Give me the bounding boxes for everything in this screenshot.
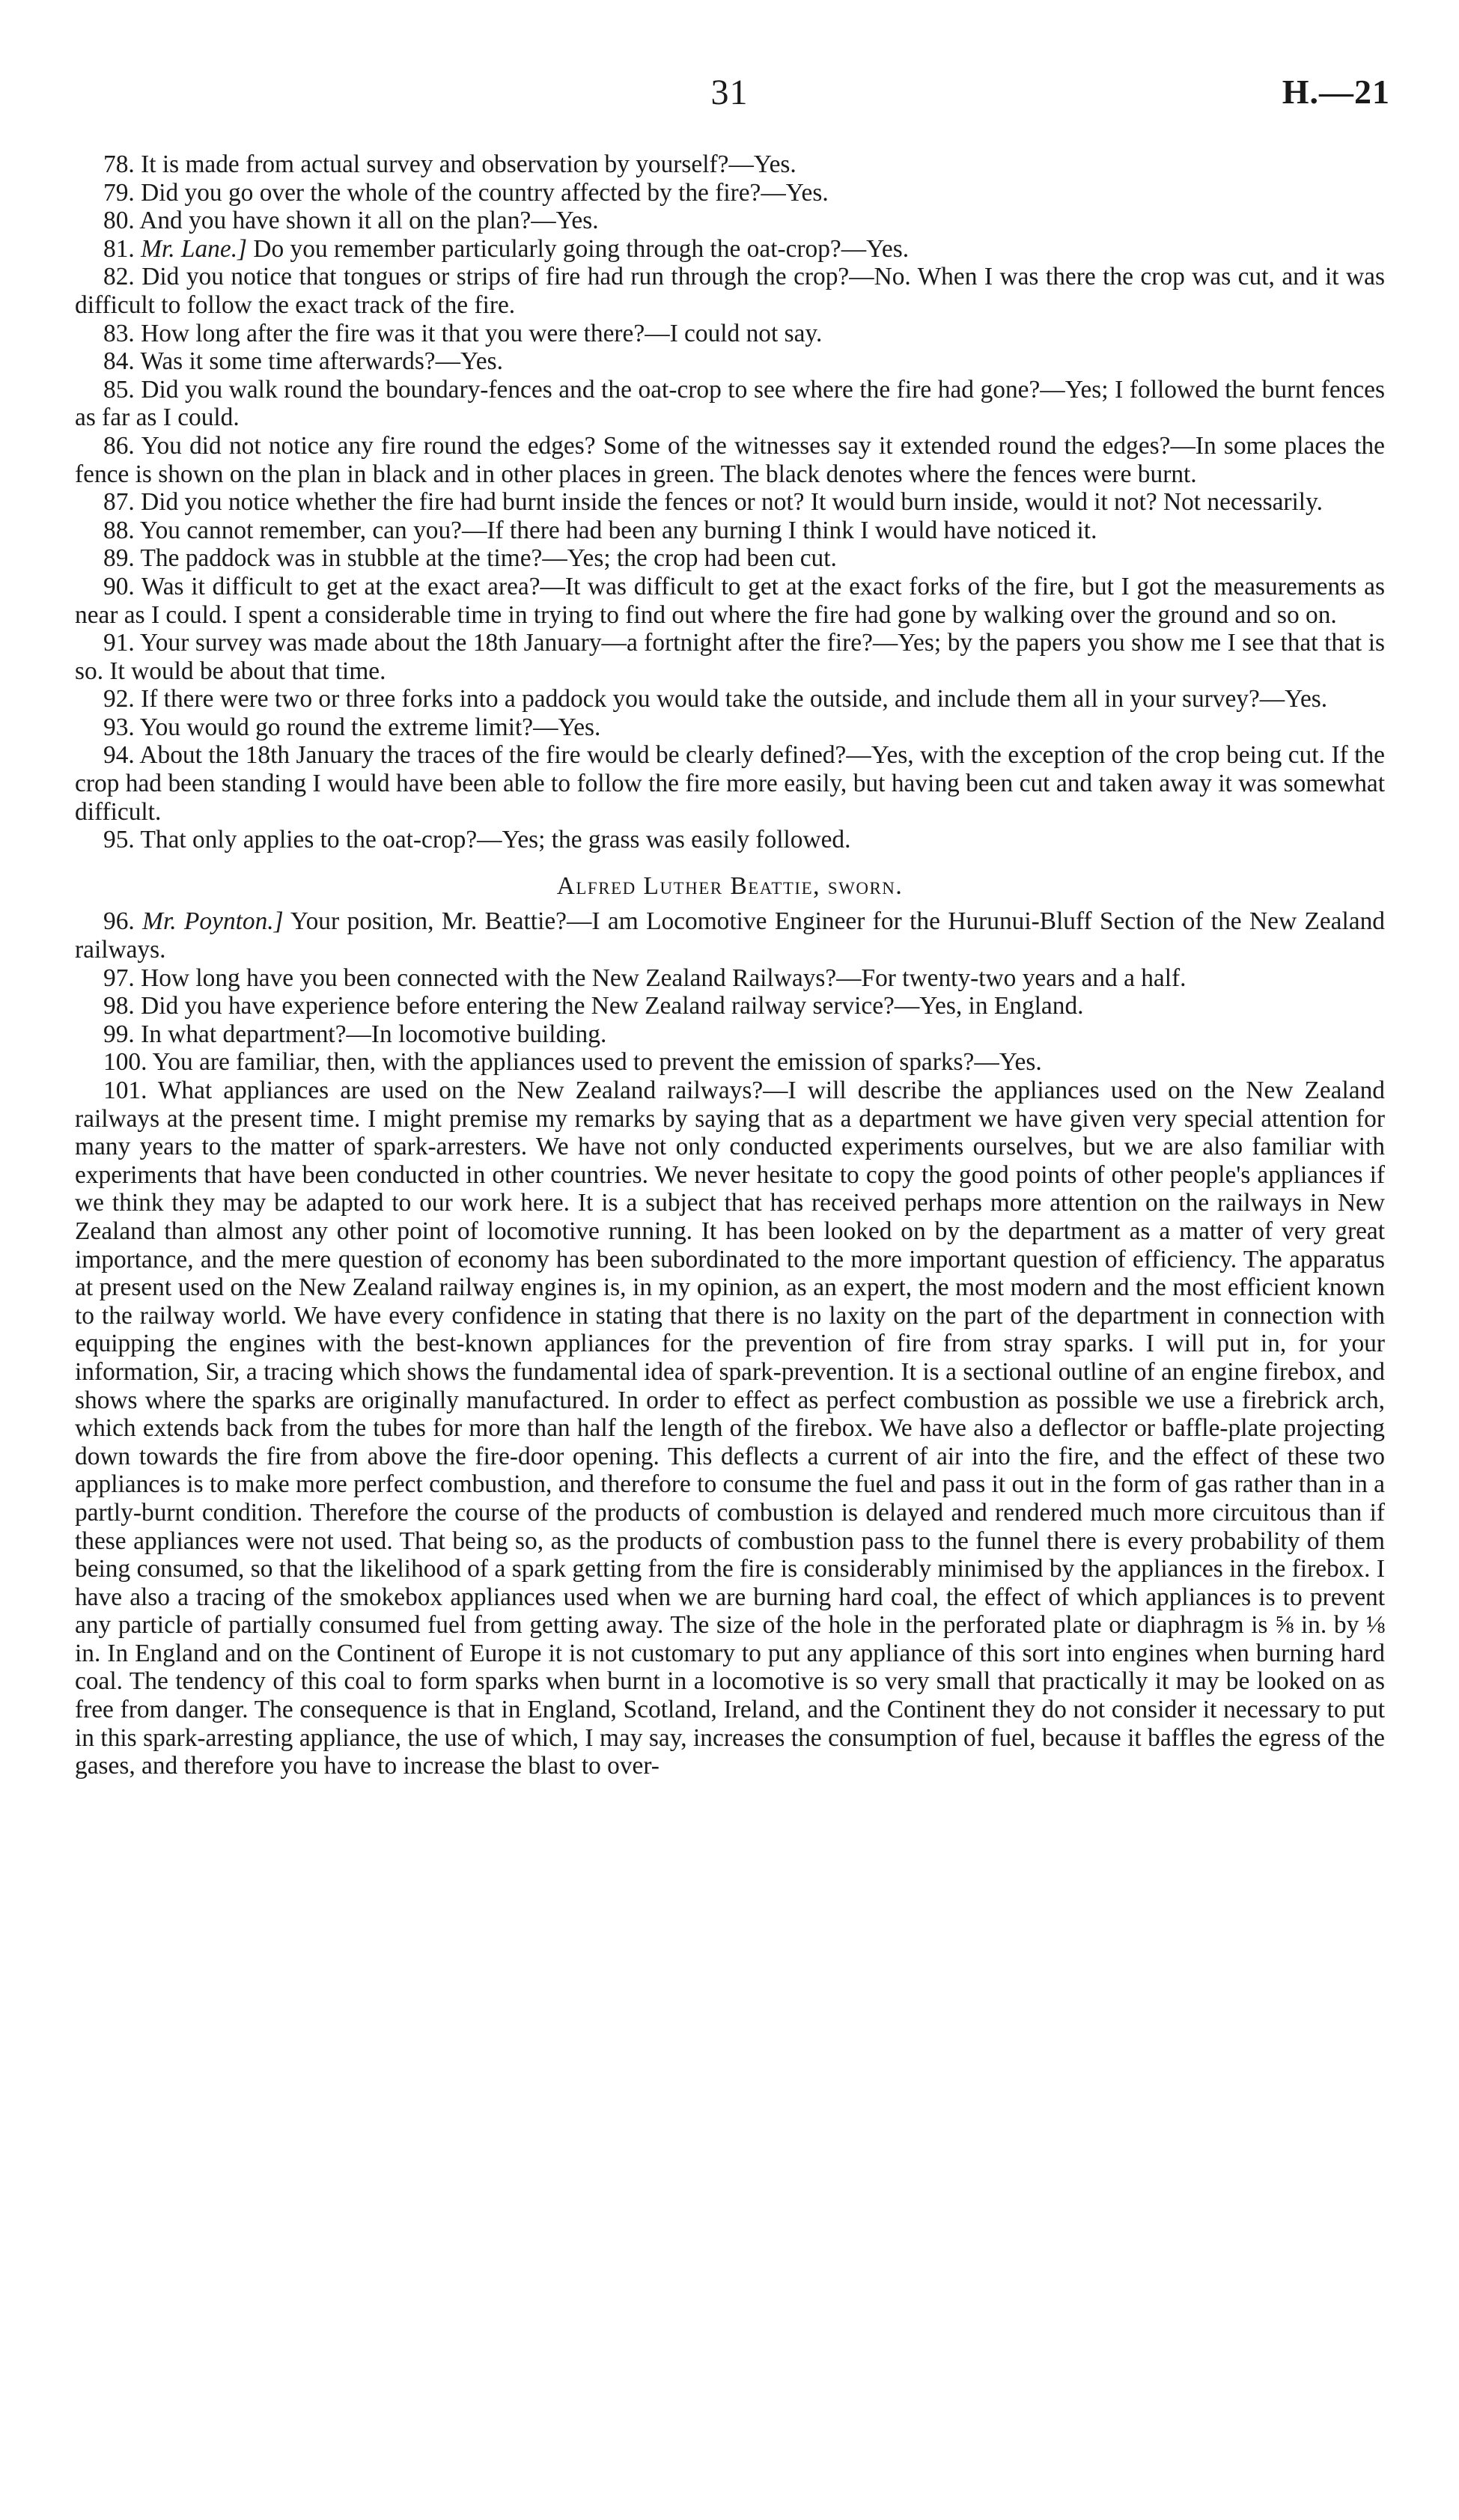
question-83: 83. How long after the fire was it that you were there?—I could not say. [103, 319, 823, 347]
question-number: 81. [103, 234, 135, 263]
question-89: 89. The paddock was in stubble at the time?—Yes; the crop had been cut. [103, 544, 837, 573]
question-94: 94. About the 18th January the traces of the fire would be clearly defined?—Yes, with the exception of the crop being cut. If the crop had been standing I would have been able to follow the fire more easily, but having been cut and taken away it was somewhat difficult. [75, 741, 1385, 826]
question-98: 98. Did you have experience before entering the New Zealand railway service?—Yes, in England. [103, 992, 1084, 1020]
question-text: Do you remember particularly going through the oat-crop?—Yes. [247, 234, 910, 263]
question-97: 97. How long have you been connected with the New Zealand Railways?—For twenty-two years and a half. [103, 964, 1187, 992]
question-99: 99. In what department?—In locomotive building. [103, 1020, 607, 1048]
question-93: 93. You would go round the extreme limit?—Yes. [103, 713, 601, 741]
question-78: 78. It is made from actual survey and observation by yourself?—Yes. [103, 150, 796, 178]
question-87: 87. Did you notice whether the fire had burnt inside the fences or not? It would burn inside, would it not? Not necessarily. [103, 488, 1323, 517]
question-100: 100. You are familiar, then, with the appliances used to prevent the emission of sparks?—Yes. [103, 1048, 1042, 1077]
question-96 [75, 907, 1385, 964]
question-82: 82. Did you notice that tongues or strips of fire had run through the crop?—No. When I was there the crop was cut, and it was difficult to follow the exact track of the fire. [75, 263, 1385, 319]
question-81 [75, 235, 1385, 264]
question-number: 96. [103, 907, 135, 936]
question-95: 95. That only applies to the oat-crop?—Yes; the grass was easily followed. [103, 826, 851, 854]
question-79: 79. Did you go over the whole of the country affected by the fire?—Yes. [103, 178, 829, 207]
question-91: 91. Your survey was made about the 18th January—a fortnight after the fire?—Yes; by the papers you show me I see that that is so. It would be about that time. [75, 629, 1385, 685]
question-85: 85. Did you walk round the boundary-fences and the oat-crop to see where the fire had gone?—Yes; I followed the burnt fences as far as I could. [75, 375, 1385, 432]
question-101: 101. What appliances are used on the New Zealand railways?—I will describe the appliances used on the New Zealand railways at the present time. I might premise my remarks by saying that as a department we have given very special attention for many years to the matter of spark-arresters. We have not only conducted experiments ourselves, but we are also familiar with experiments that have been conducted in other countries. We never hesitate to copy the good points of other people's appliances if we think they may be adapted to our work here. It is a subject that has received perhaps more attention on the railways in New Zealand than almost any other point of locomotive running. It has been looked on by the department as a matter of very great importance, and the mere question of economy has been subordinated to the more important question of efficiency. The apparatus at present used on the New Zealand railway engines is, in my opinion, as an expert, the most modern and the most efficient known to the railway world. We have every confidence in stating that there is no laxity on the part of the department in connection with equipping the engines with the best-known appliances for the prevention of fire from stray sparks. I will put in, for your information, Sir, a tracing which shows the fundamental idea of spark-prevention. It is a sectional outline of an engine firebox, and shows where the sparks are originally manufactured. In order to effect as perfect combustion as possible we use a firebrick arch, which extends back from the tubes for more than half the length of the firebox. We have also a deflector or baffle-plate projecting down towards the fire from above the fire-door opening. This deflects a current of air into the fire, and the effect of these two appliances is to make more perfect combustion, and therefore to consume the fuel and pass it out in the form of gas rather than in a partly-burnt condition. Therefore the course of the products of combustion is delayed and rendered much more circuitous than if these appliances were not used. That being so, as the products of combustion pass to the funnel there is every probability of them being consumed, so that the likelihood of a spark getting from the fire is considerably minimised by the appliances in the firebox. I have also a tracing of the smokebox appliances used when we are burning hard coal, the effect of which appliances is to prevent any particle of partially consumed fuel from getting away. The size of the hole in the perforated plate or diaphragm is ⅝ in. by ⅛ in. In England and on the Continent of Europe it is not customary to put any appliance of this sort into engines when burning hard coal. The tendency of this coal to form sparks when burnt in a locomotive is so very small that practically it may be looked on as free from danger. The consequence is that in England, Scotland, Ireland, and the Continent they do not consider it necessary to put in this spark-arresting appliance, the use of which, I may say, increases the consumption of fuel, because it baffles the egress of the gases, and therefore you have to increase the blast to over- [75, 1077, 1385, 1780]
question-90: 90. Was it difficult to get at the exact area?—It was difficult to get at the exact forks of the fire, but I got the measurements as near as I could. I spent a considerable time in trying to find out where the fire had gone by walking over the ground and so on. [75, 572, 1385, 629]
question-84: 84. Was it some time afterwards?—Yes. [103, 347, 503, 376]
question-86: 86. You did not notice any fire round the edges? Some of the witnesses say it extended round the edges?—In some places the fence is shown on the plan in black and in other places in green. The black denotes where the fences were burnt. [75, 431, 1385, 488]
speaker-name: Mr. Poynton.] [142, 907, 284, 936]
question-80: 80. And you have shown it all on the plan?—Yes. [103, 207, 599, 235]
question-92: 92. If there were two or three forks into a paddock you would take the outside, and include them all in your survey?—Yes. [103, 685, 1328, 713]
document-code: H.—21 [1282, 73, 1390, 111]
page-body [75, 150, 1385, 1780]
question-text: Your position, Mr. Beattie?—I am Locomotive Engineer for the Hurunui-Bluff Section of the New Zealand railways. [75, 907, 1385, 964]
question-88: 88. You cannot remember, can you?—If there had been any burning I think I would have noticed it. [103, 516, 1097, 544]
page-number: 31 [710, 73, 749, 112]
speaker-name: Mr. Lane.] [141, 234, 248, 263]
witness-heading: Alfred Luther Beattie, sworn. [556, 871, 904, 900]
